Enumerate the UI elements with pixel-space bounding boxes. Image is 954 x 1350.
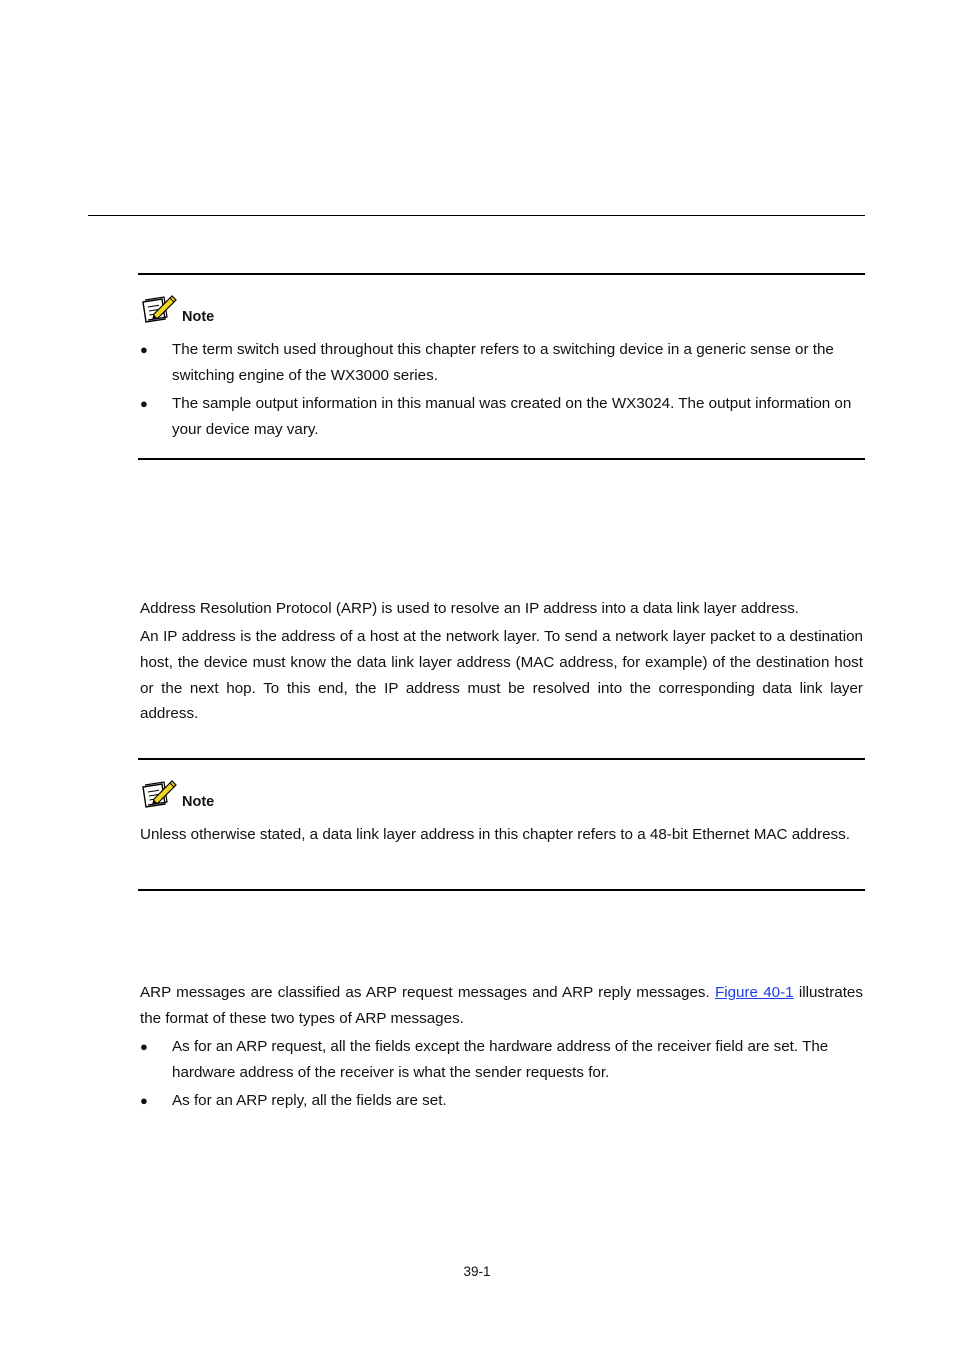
bullet-dot: ● [140,1093,148,1108]
bullet-dot: ● [140,1039,148,1054]
header-rule [88,215,865,216]
figure-40-1-link[interactable]: Figure 40-1 [714,984,794,1001]
note1-bullet-2: ● The sample output information in this manual was created on the WX3024. The output information on your device may vary. [140,391,863,443]
messages-bullet-2: ● As for an ARP reply, all the fields are set. [140,1088,863,1114]
note1-label: Note [182,309,215,325]
note-pencil-icon [140,292,178,324]
note2-label: Note [182,794,215,810]
note1-bullet-1: ● The term switch used throughout this chapter refers to a switching device in a generic sense or the switching engine of the WX3000 series. [140,337,863,389]
intro-paragraph-1: Address Resolution Protocol (ARP) is used to resolve an IP address into a data link layer address. [140,600,800,617]
intro-paragraph-2: An IP address is the address of a host at the network layer. To send a network layer packet to a destination host, the device must know the data link layer address (MAC address, for example) of the destination host or the next hop. To this end, the IP address must be resolved into the corresponding data link layer address. [140,628,863,723]
bullet-dot: ● [140,396,148,411]
note1-header [140,290,214,324]
messages-paragraph: ARP messages are classified as ARP request messages and ARP reply messages. Figure 40-1 illustrates the format of these two types of ARP messages. [140,984,863,1027]
page-number: 39-1 [463,1264,491,1279]
note2-header [140,775,214,809]
bullet-dot: ● [140,342,148,357]
note1-bottom-rule [138,458,865,460]
note2-text: Unless otherwise stated, a data link layer address in this chapter refers to a 48-bit Ethernet MAC address. [140,826,850,843]
messages-bullet-1: ● As for an ARP request, all the fields except the hardware address of the receiver field are set. The hardware address of the receiver is what the sender requests for. [140,1034,863,1086]
note2-top-rule [138,758,865,760]
note-pencil-icon [140,777,178,809]
note2-bottom-rule [138,889,865,891]
note1-top-rule [138,273,865,275]
